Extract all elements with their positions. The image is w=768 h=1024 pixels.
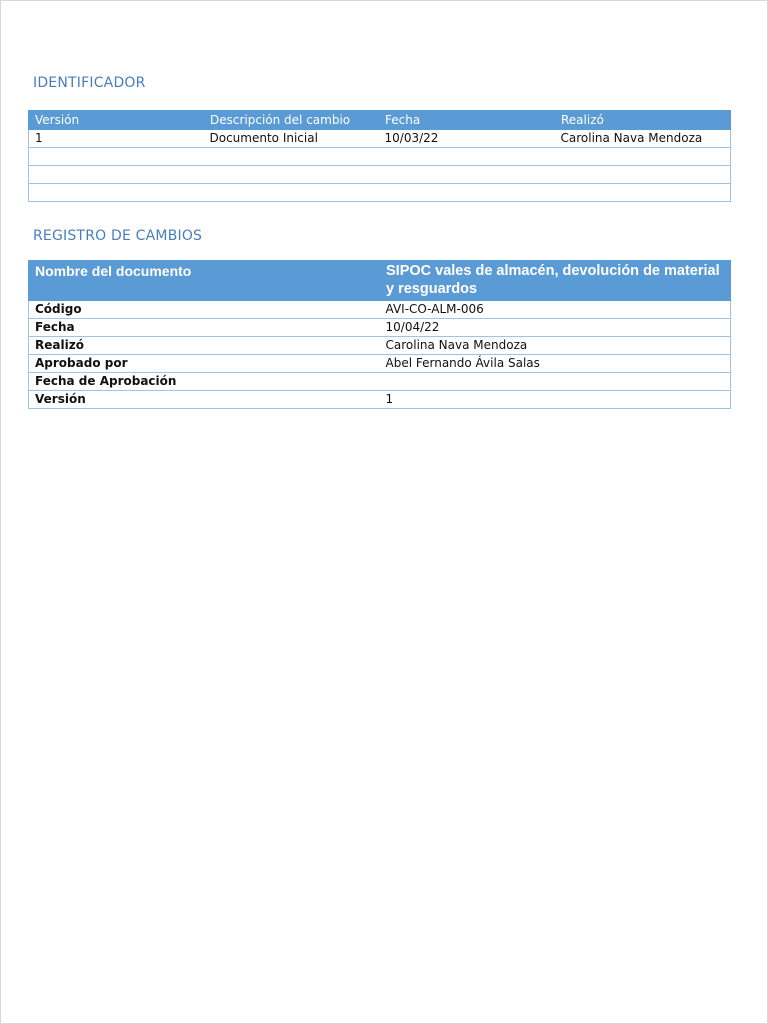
header-nombre-documento: Nombre del documento [29,261,380,301]
table-row [29,355,731,373]
cell-version [29,148,204,166]
table-row [29,184,731,202]
row-value-fecha-aprobacion [380,373,731,391]
cell-descripcion [204,184,379,202]
row-value-fecha: 10/04/22 [380,319,731,337]
row-label-aprobado-por: Aprobado por [29,355,380,373]
row-label-fecha: Fecha [29,319,380,337]
cell-version [29,166,204,184]
row-value-aprobado-por: Abel Fernando Ávila Salas [380,355,731,373]
table-row [29,373,731,391]
cell-fecha [379,166,555,184]
row-label-realizo: Realizó [29,337,380,355]
cell-descripcion [204,148,379,166]
header-realizo: Realizó [555,111,731,130]
header-version: Versión [29,111,204,130]
cell-version [29,184,204,202]
registro-header-row [29,261,731,301]
identificador-title: IDENTIFICADOR [33,75,146,91]
header-fecha: Fecha [379,111,555,130]
row-value-codigo: AVI-CO-ALM-006 [380,301,731,319]
row-label-codigo: Código [29,301,380,319]
table-row [29,337,731,355]
cell-version: 1 [29,130,204,148]
registro-title: REGISTRO DE CAMBIOS [33,228,203,244]
table-row [29,319,731,337]
header-descripcion: Descripción del cambio [204,111,379,130]
cell-fecha [379,148,555,166]
cell-fecha: 10/03/22 [379,130,555,148]
row-label-version: Versión [29,391,380,409]
document-name-value: SIPOC vales de almacén, devolución de material y resguardos [380,261,731,301]
table-row [29,391,731,409]
table-row [29,148,731,166]
registro-table [28,260,731,409]
cell-realizo [555,148,731,166]
identificador-table [28,110,731,202]
table-row [29,130,731,148]
cell-realizo [555,166,731,184]
table-row [29,301,731,319]
identificador-header-row [29,111,731,130]
cell-fecha [379,184,555,202]
row-value-realizo: Carolina Nava Mendoza [380,337,731,355]
cell-descripcion [204,166,379,184]
row-value-version: 1 [380,391,731,409]
cell-realizo: Carolina Nava Mendoza [555,130,731,148]
cell-descripcion: Documento Inicial [204,130,379,148]
table-row [29,166,731,184]
cell-realizo [555,184,731,202]
row-label-fecha-aprobacion: Fecha de Aprobación [29,373,380,391]
